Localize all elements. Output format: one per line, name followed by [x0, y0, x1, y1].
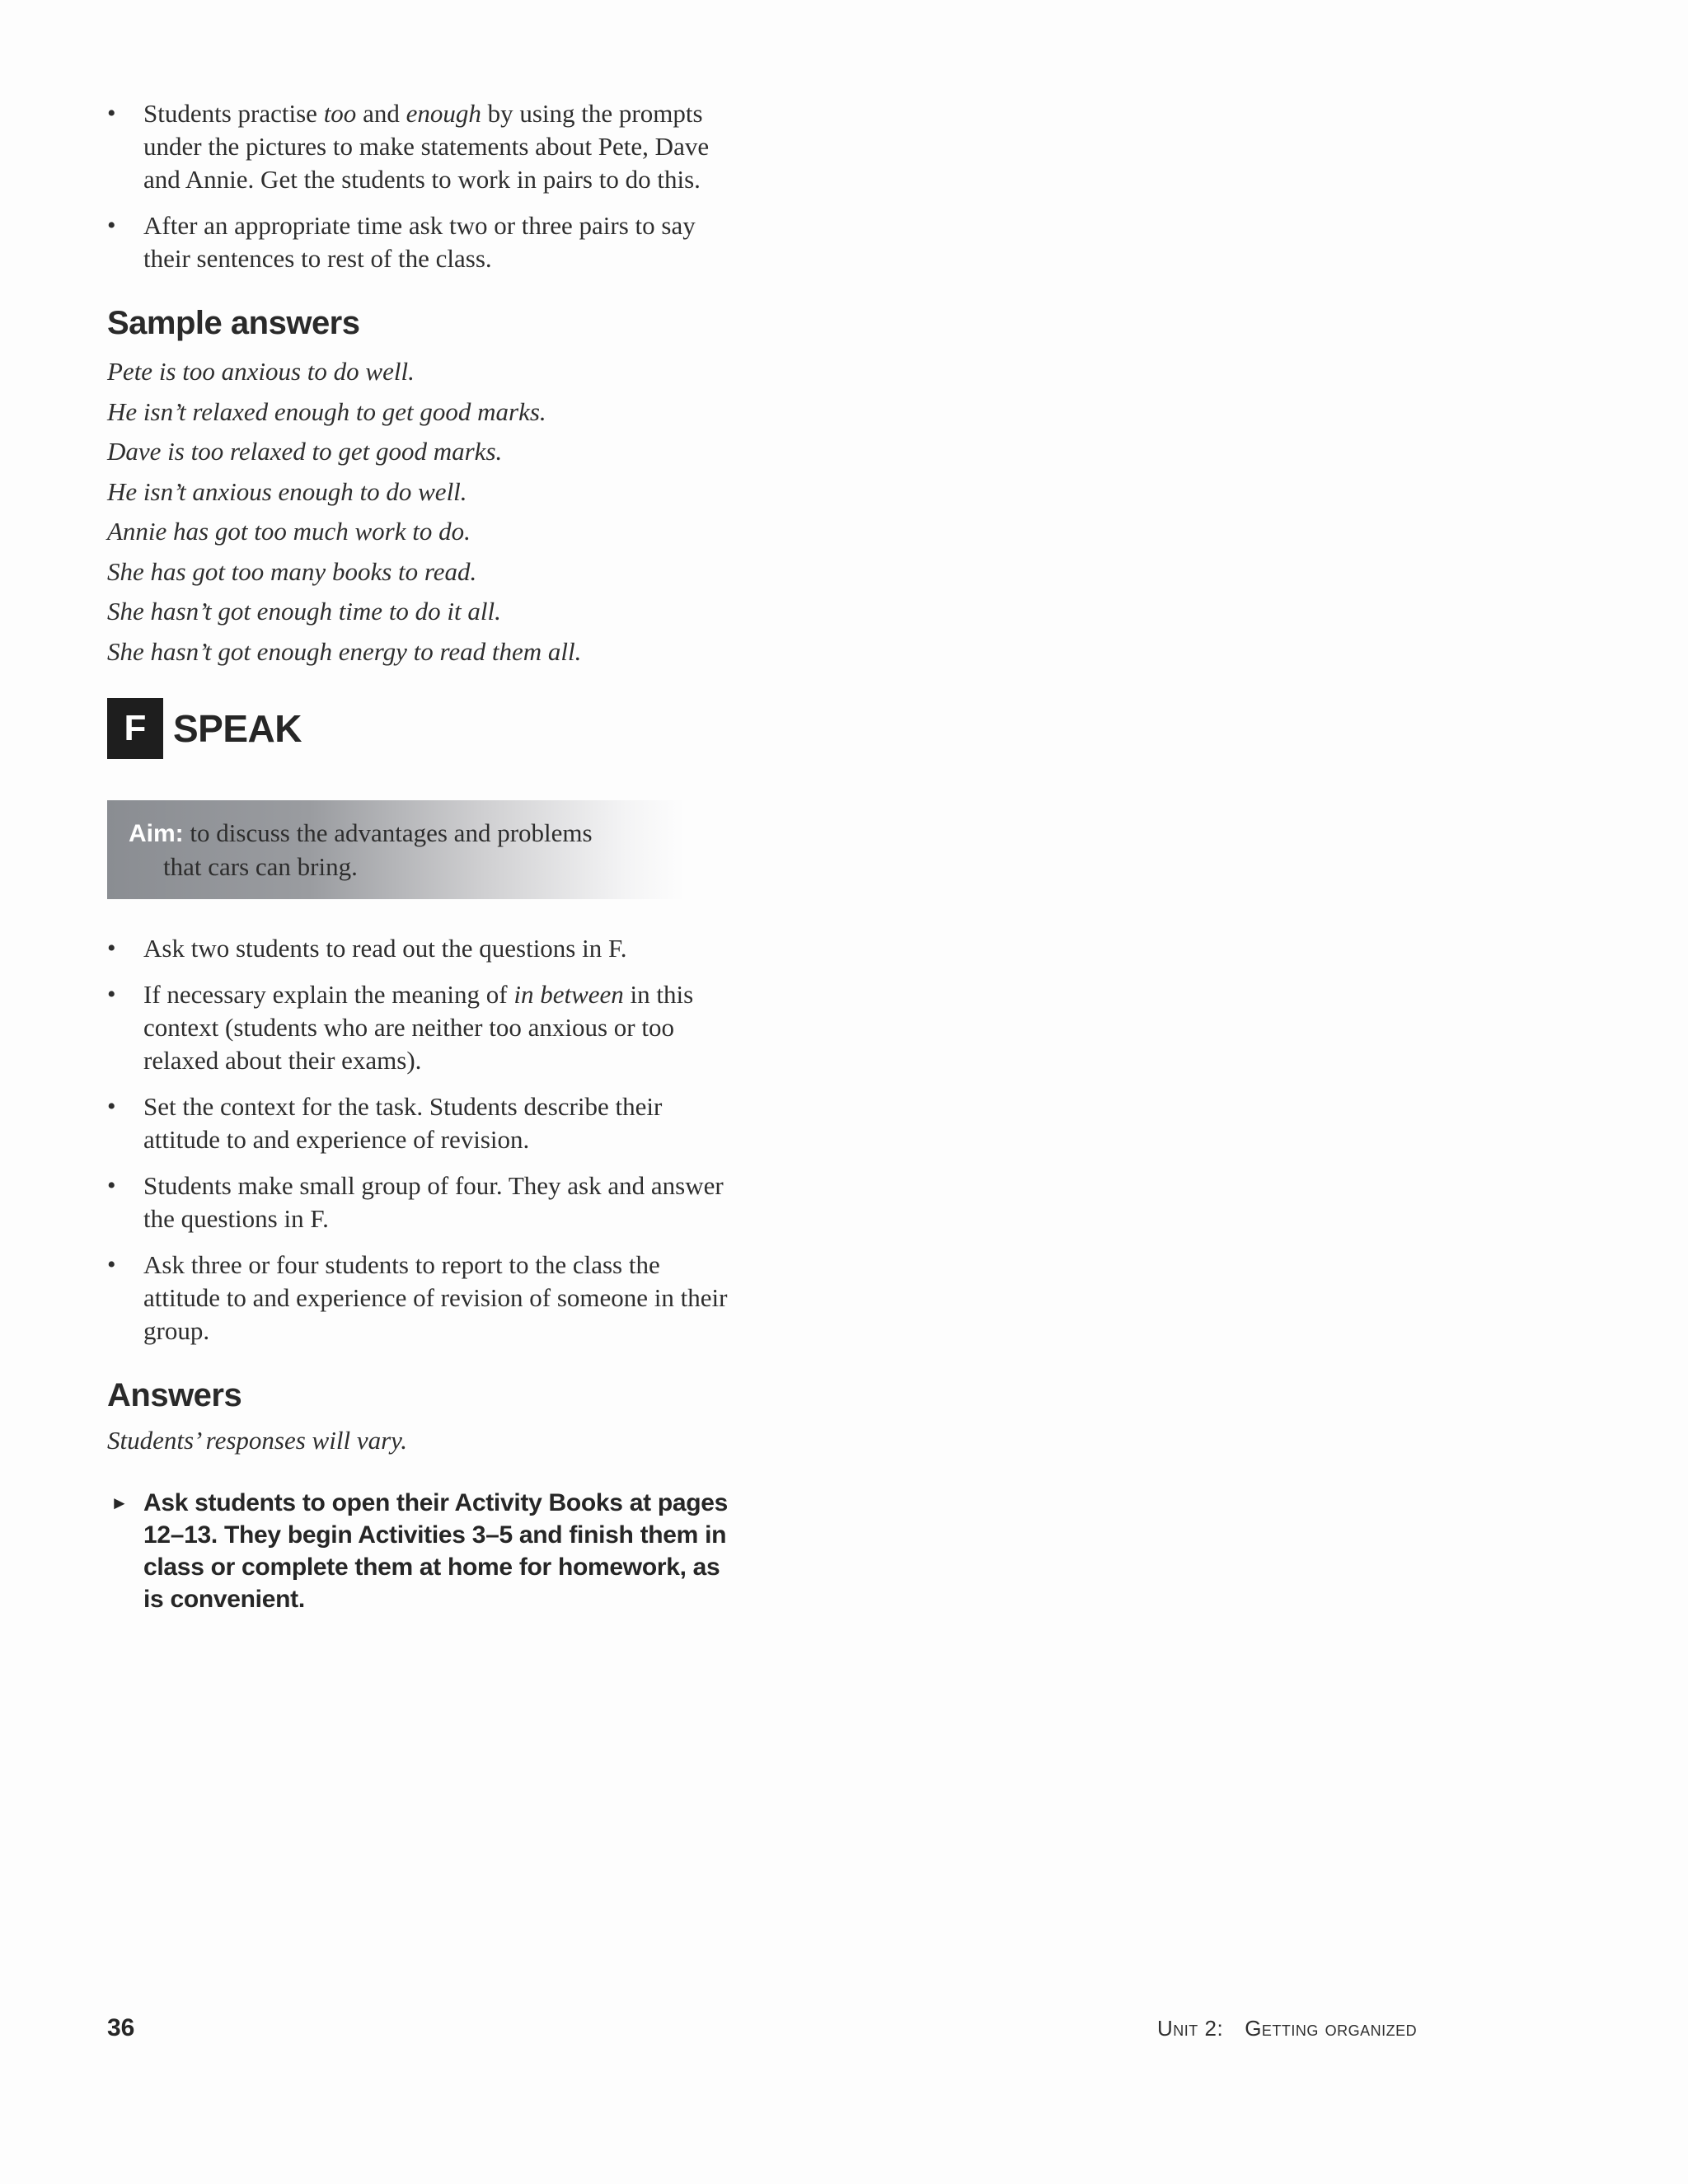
sample-answer-line: Pete is too anxious to do well. [107, 357, 415, 386]
bullet-text: by using the prompts under the pictures to make statements about Pete, Dave and Annie. Get the students to work in pairs to do this. [143, 99, 710, 194]
section-title: SPEAK [173, 707, 302, 750]
triangle-right-icon: ► [110, 1493, 129, 1513]
bullet-text: If necessary explain the meaning of [143, 980, 514, 1009]
aim-label: Aim: [129, 820, 184, 847]
bullet-text: Ask three or four students to report to the class the attitude to and experience of revision of someone in their group. [143, 1250, 728, 1345]
sample-answer-line: She hasn’t got enough time to do it all. [107, 597, 501, 626]
bullet-text: After an appropriate time ask two or three pairs to say their sentences to rest of the class. [143, 211, 696, 273]
sample-answer-line: He isn’t anxious enough to do well. [107, 476, 467, 506]
page-number: 36 [107, 2014, 135, 2041]
bullet-emphasis: enough [406, 99, 481, 128]
section-letter-badge: F [107, 698, 163, 759]
sample-answer-line: He isn’t relaxed enough to get good marks. [107, 396, 546, 426]
bullet-text: Set the context for the task. Students describe their attitude to and experience of revision. [143, 1092, 663, 1154]
answers-heading: Answers [107, 1377, 242, 1413]
bullet-text: and [356, 99, 406, 128]
sample-answer-line: Annie has got too much work to do. [107, 517, 471, 546]
intro-bullet-list [107, 97, 734, 275]
activity-note-text: Ask students to open their Activity Books at pages 12–13. They begin Activities 3–5 and finish them in class or complete them at home for homework, as is convenient. [143, 1489, 729, 1613]
aim-line-2: that cars can bring. [163, 852, 358, 881]
bullet-item [107, 97, 734, 196]
sample-answers-heading: Sample answers [107, 305, 360, 341]
sample-answers-list [107, 352, 734, 672]
bullet-item [107, 209, 734, 275]
unit-title: Getting organized [1245, 2016, 1418, 2041]
answers-text: Students’ responses will vary. [107, 1426, 407, 1455]
bullet-text: in this context (students who are neither too anxious or too relaxed about their exams). [143, 980, 694, 1075]
sample-answer-line: Dave is too relaxed to get good marks. [107, 437, 503, 466]
activity-book-note [107, 1487, 734, 1615]
bullet-item [107, 932, 734, 965]
aim-text: to discuss the advantages and problems [183, 818, 593, 847]
sample-answer-line: She has got too many books to read. [107, 556, 477, 586]
bullet-item [107, 1090, 734, 1156]
bullet-item [107, 1249, 734, 1347]
content-column [107, 97, 734, 1615]
bullet-text: Students make small group of four. They ask and answer the questions in F. [143, 1171, 724, 1233]
bullet-emphasis: in between [513, 980, 624, 1009]
unit-label: Unit 2: [1157, 2016, 1224, 2041]
bullet-text: Students practise [143, 99, 324, 128]
aim-line-1 [129, 817, 684, 851]
speak-bullet-list [107, 932, 734, 1347]
bullet-item [107, 1169, 734, 1235]
section-header [107, 698, 734, 759]
bullet-text: Ask two students to read out the questions in F. [143, 934, 627, 963]
bullet-item [107, 978, 734, 1077]
bullet-emphasis: too [323, 99, 357, 128]
running-footer [1157, 2016, 1417, 2041]
sample-answer-line: She hasn’t got enough energy to read them all. [107, 636, 582, 666]
aim-box [107, 800, 684, 899]
